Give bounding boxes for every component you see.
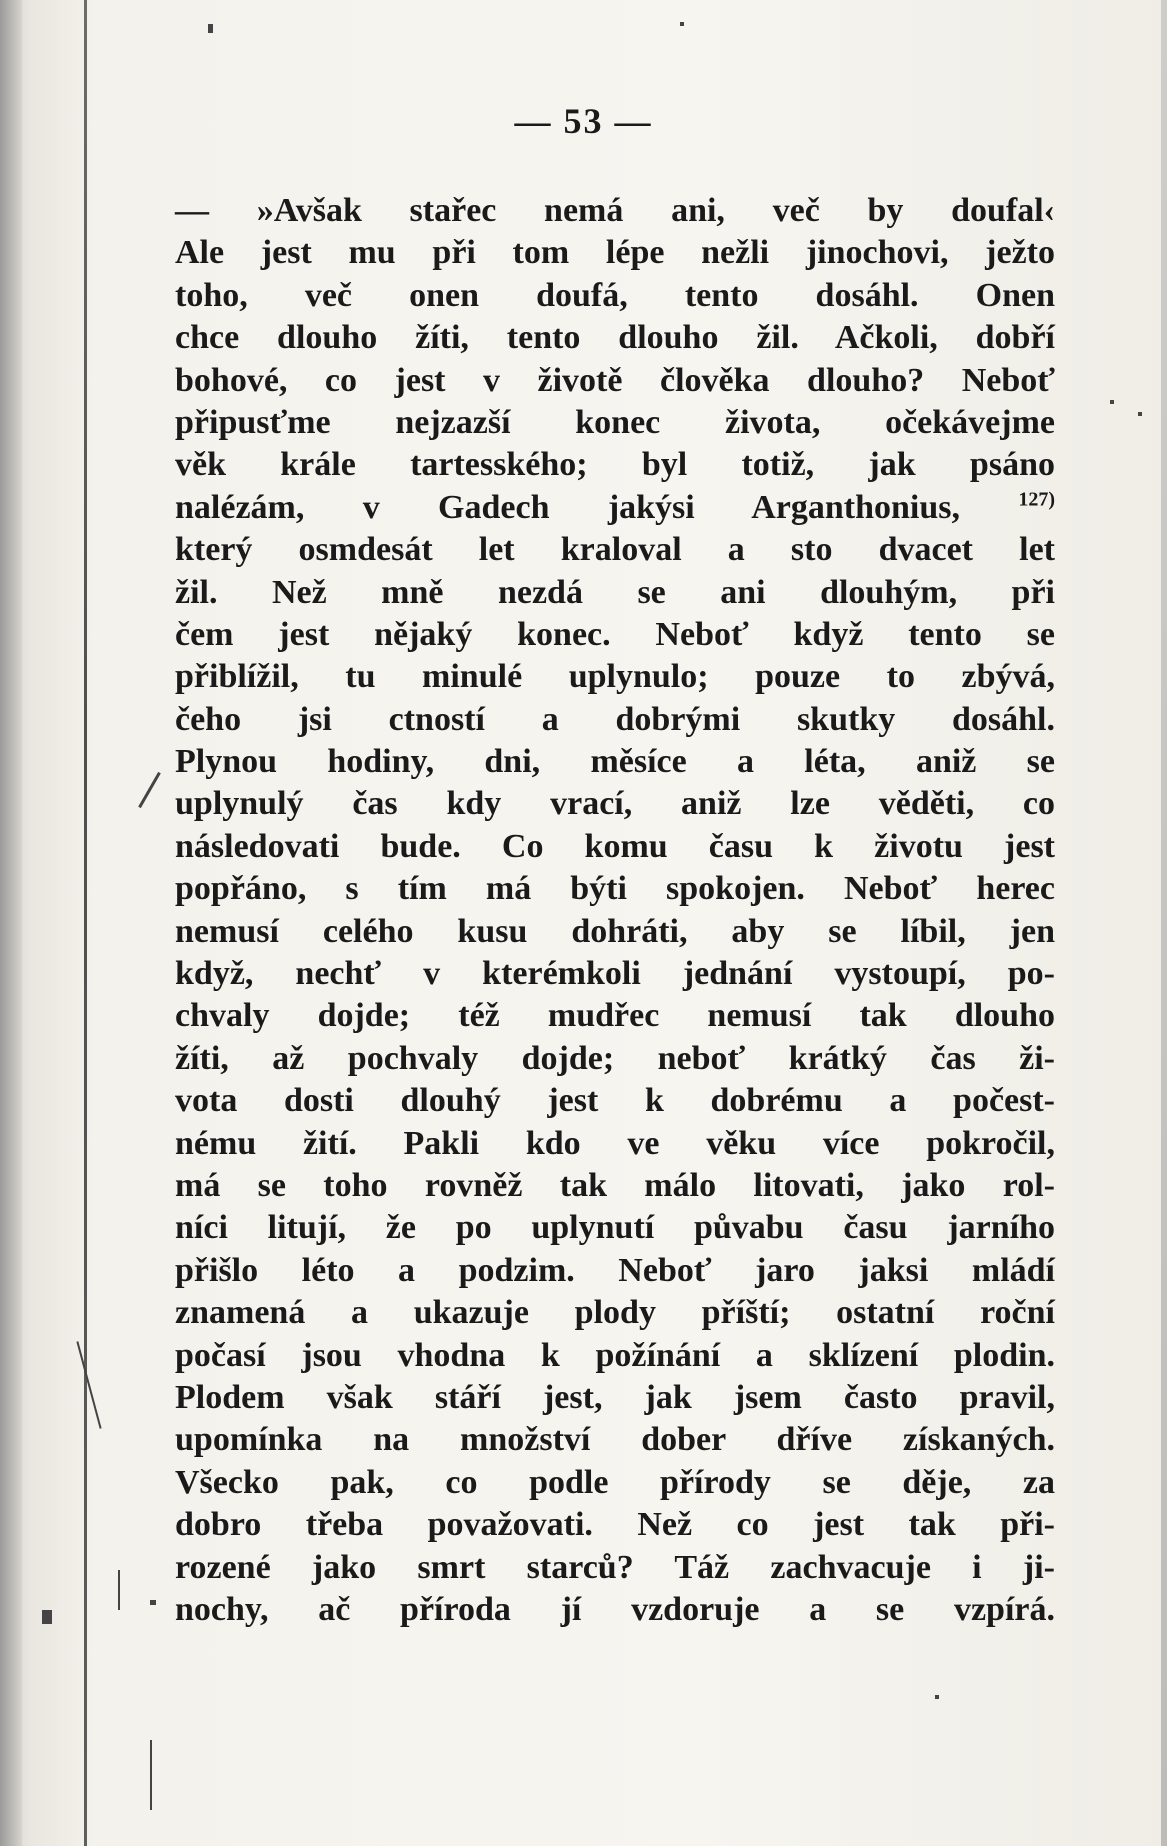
- text-line: bohové, co jest v životě člověka dlouho? Neboť: [175, 361, 1055, 399]
- text-line: znamená a ukazuje plody příští; ostatní roční: [175, 1294, 1055, 1332]
- text-line: žíti, až pochvaly dojde; neboť krátký čas ži-: [175, 1039, 1055, 1077]
- text-line: který osmdesát let kraloval a sto dvacet let: [175, 531, 1055, 569]
- body-text: [175, 190, 1055, 1631]
- scan-mark: [42, 1610, 52, 1624]
- text-line: věk krále tartesského; byl totiž, jak psáno: [175, 446, 1055, 484]
- text-line-with-footnote: [175, 487, 1055, 529]
- text-line: Ale jest mu při tom lépe nežli jinochovi, ježto: [175, 234, 1055, 272]
- text-line: popřáno, s tím má býti spokojen. Neboť herec: [175, 870, 1055, 908]
- scan-mark: [1110, 400, 1114, 404]
- text-line: připusťme nejzazší konec života, očekávejme: [175, 403, 1055, 441]
- text-line: počasí jsou vhodna k požínání a sklízení plodin.: [175, 1336, 1055, 1374]
- text-line: dobro třeba považovati. Než co jest tak při-: [175, 1506, 1055, 1544]
- text-line: Plynou hodiny, dni, měsíce a léta, aniž se: [175, 743, 1055, 781]
- text-line: přiblížil, tu minulé uplynulo; pouze to zbývá,: [175, 658, 1055, 696]
- text-line: chvaly dojde; též mudřec nemusí tak dlouho: [175, 997, 1055, 1035]
- text-line: chce dlouho žíti, tento dlouho žil. Ačkoli, dobří: [175, 319, 1055, 357]
- text-line: má se toho rovněž tak málo litovati, jako rol-: [175, 1166, 1055, 1204]
- scan-mark: [935, 1695, 939, 1699]
- scan-mark: [150, 1600, 156, 1605]
- text-line: vota dosti dlouhý jest k dobrému a počest-: [175, 1082, 1055, 1120]
- scan-mark: [138, 772, 161, 808]
- text-line: uplynulý čas kdy vrací, aniž lze věděti, co: [175, 785, 1055, 823]
- scan-mark: [150, 1740, 152, 1810]
- text-line: když, nechť v kterémkoli jednání vystoupí, po-: [175, 955, 1055, 993]
- page-number: — 53 —: [514, 101, 653, 141]
- scan-mark: [118, 1570, 120, 1610]
- right-edge-shadow: [1161, 0, 1167, 1846]
- text-line: níci litují, že po uplynutí půvabu času jarního: [175, 1209, 1055, 1247]
- scan-mark: [1138, 412, 1142, 416]
- text-line-content: nalézám, v Gadech jakýsi Arganthonius,: [175, 488, 960, 526]
- text-line: nochy, ač příroda jí vzdoruje a se vzpírá.: [175, 1590, 1055, 1628]
- scan-mark: [208, 24, 213, 33]
- text-line: nemusí celého kusu dohráti, aby se líbil, jen: [175, 912, 1055, 950]
- page-edge-line: [84, 0, 87, 1846]
- text-line: — »Avšak stařec nemá ani, več by doufal‹: [175, 192, 1055, 229]
- text-line: přišlo léto a podzim. Neboť jaro jaksi mládí: [175, 1251, 1055, 1289]
- text-line: následovati bude. Co komu času k životu jest: [175, 827, 1055, 865]
- binding-shadow: [0, 0, 22, 1846]
- text-line: rozené jako smrt starců? Táž zachvacuje i ji-: [175, 1548, 1055, 1586]
- scan-mark: [76, 1341, 101, 1428]
- footnote-reference: 127): [1018, 488, 1055, 511]
- text-line: Všecko pak, co podle přírody se děje, za: [175, 1463, 1055, 1501]
- text-line: upomínka na množství dober dříve získaných.: [175, 1421, 1055, 1459]
- text-line: nému žití. Pakli kdo ve věku více pokročil,: [175, 1124, 1055, 1162]
- text-line: čem jest nějaký konec. Neboť když tento se: [175, 615, 1055, 653]
- text-line: žil. Než mně nezdá se ani dlouhým, při: [175, 573, 1055, 611]
- text-line: toho, več onen doufá, tento dosáhl. Onen: [175, 276, 1055, 314]
- text-line: čeho jsi ctností a dobrými skutky dosáhl.: [175, 700, 1055, 738]
- scan-mark: [680, 22, 684, 26]
- text-line: Plodem však stáří jest, jak jsem často pravil,: [175, 1378, 1055, 1416]
